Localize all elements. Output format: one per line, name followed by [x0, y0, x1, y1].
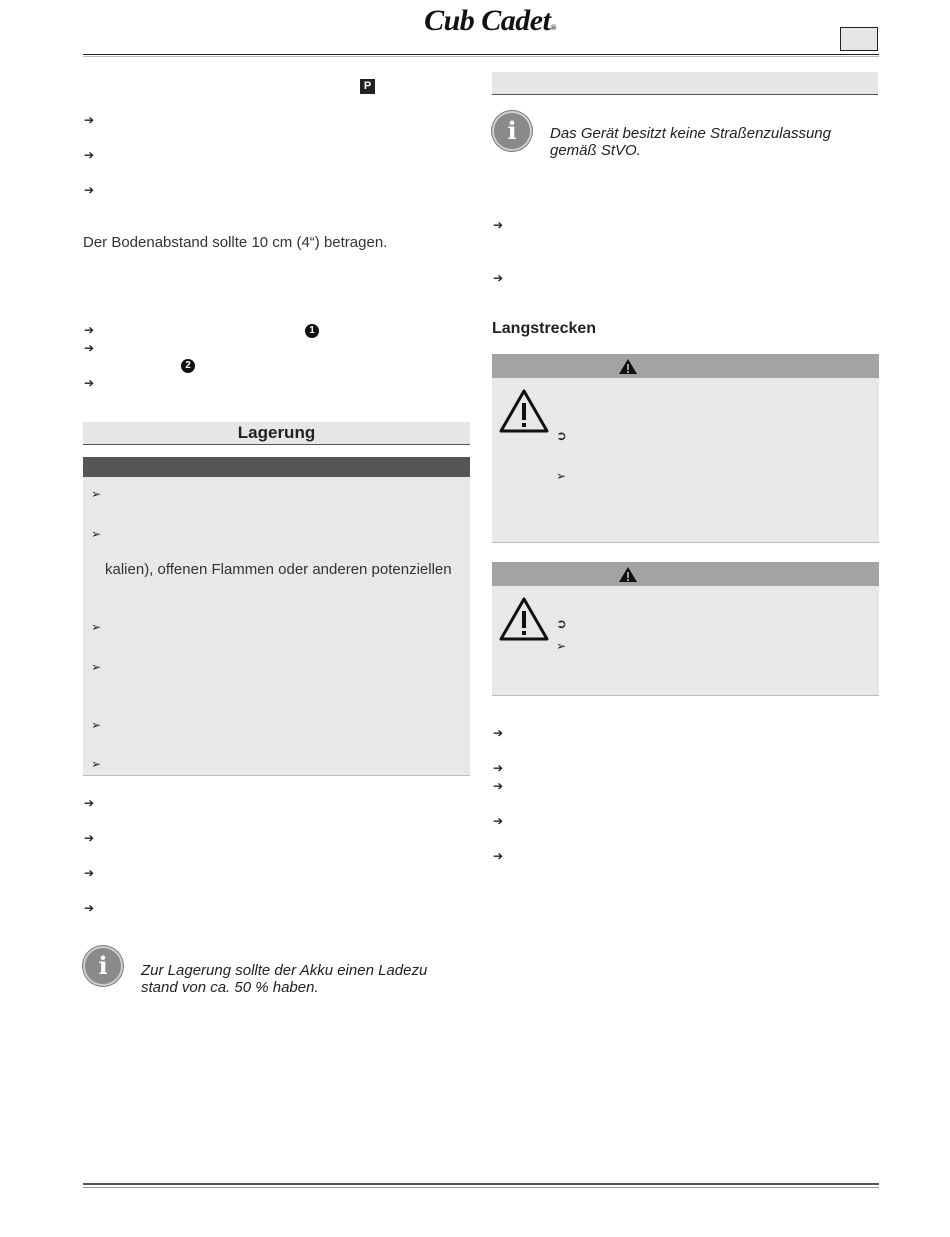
arrow-bullet-icon: ➔ [493, 271, 504, 285]
chevron-bullet-icon: ➢ [91, 660, 102, 674]
warning-triangle-icon [498, 388, 550, 434]
chevron-bullet-icon: ➢ [556, 639, 567, 653]
arrow-bullet-icon: ➔ [84, 376, 95, 390]
arrow-bullet-icon: ➔ [493, 849, 504, 863]
arrow-bullet-icon: ➔ [84, 831, 95, 845]
header-divider [83, 54, 879, 57]
arrow-bullet-icon: ➔ [84, 796, 95, 810]
language-tab [840, 27, 878, 51]
arrow-bullet-icon: ➔ [84, 183, 95, 197]
road-info-line: gemäß StVO. [550, 142, 641, 159]
circle-arrow-bullet-icon: ➲ [556, 617, 567, 632]
long-distance-heading: Langstrecken [492, 320, 597, 337]
step-marker-2: 2 [181, 359, 195, 373]
warning-panel [492, 378, 879, 543]
arrow-bullet-icon: ➔ [493, 218, 504, 232]
arrow-bullet-icon: ➔ [84, 866, 95, 880]
storage-notice-header [83, 457, 470, 477]
chevron-bullet-icon: ➢ [556, 469, 567, 483]
warning-panel [492, 586, 879, 696]
arrow-bullet-icon: ➔ [493, 814, 504, 828]
storage-info-line: stand von ca. 50 % haben. [141, 979, 319, 996]
step-marker-1: 1 [305, 324, 319, 338]
arrow-bullet-icon: ➔ [84, 323, 95, 337]
storage-section-bar [83, 422, 470, 445]
road-info-note [550, 125, 831, 159]
storage-notice-panel [83, 477, 470, 776]
chevron-bullet-icon: ➢ [91, 718, 102, 732]
arrow-bullet-icon: ➔ [84, 901, 95, 915]
arrow-bullet-icon: ➔ [493, 726, 504, 740]
chevron-bullet-icon: ➢ [91, 527, 102, 541]
arrow-bullet-icon: ➔ [493, 779, 504, 793]
right-section-bar [492, 72, 878, 95]
chevron-bullet-icon: ➢ [91, 620, 102, 634]
chevron-bullet-icon: ➢ [91, 757, 102, 771]
ground-clearance-text: Der Bodenabstand sollte 10 cm (4“) betragen. [83, 234, 388, 251]
road-info-line: Das Gerät besitzt keine Straßenzulassung [550, 125, 831, 142]
storage-notice-text: kalien), offenen Flammen oder anderen potenziellen [105, 561, 452, 578]
warning-small-icon [618, 566, 638, 583]
storage-info-note [141, 962, 427, 996]
footer-divider [83, 1183, 879, 1188]
chevron-bullet-icon: ➢ [91, 487, 102, 501]
arrow-bullet-icon: ➔ [84, 113, 95, 127]
parking-brake-icon: P [360, 79, 375, 94]
warning-small-icon [618, 358, 638, 375]
brand-logo: Cub Cadet® [424, 4, 556, 37]
arrow-bullet-icon: ➔ [84, 341, 95, 355]
arrow-bullet-icon: ➔ [493, 761, 504, 775]
arrow-bullet-icon: ➔ [84, 148, 95, 162]
warning-header-bar [492, 354, 879, 378]
storage-info-line: Zur Lagerung sollte der Akku einen Ladezu [141, 962, 428, 979]
info-icon: i [83, 946, 123, 986]
circle-arrow-bullet-icon: ➲ [556, 429, 567, 444]
warning-triangle-icon [498, 596, 550, 642]
info-icon: i [492, 111, 532, 151]
storage-section-title: Lagerung [237, 423, 316, 442]
warning-header-bar [492, 562, 879, 586]
